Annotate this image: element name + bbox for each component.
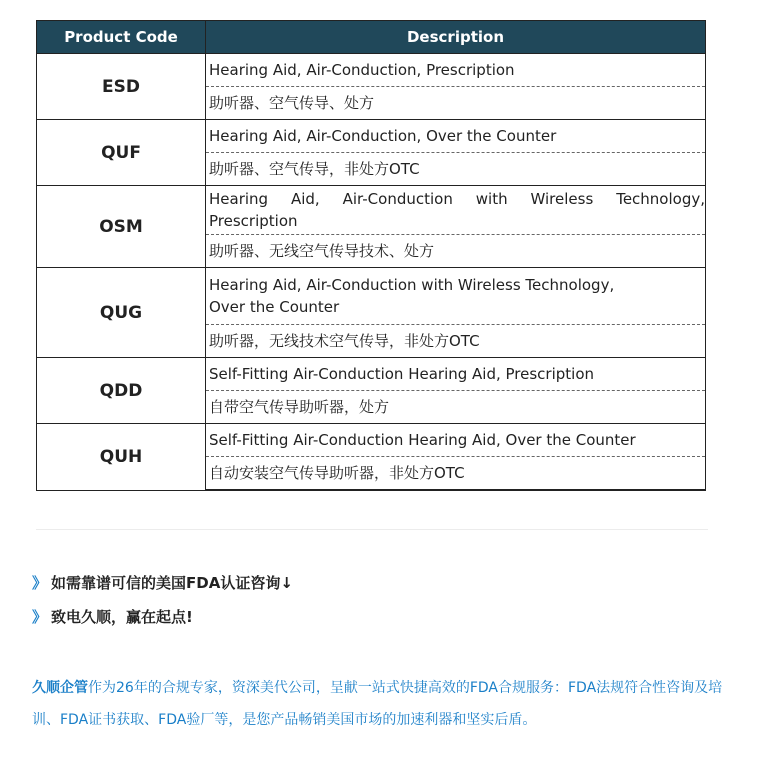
product-code-table xyxy=(36,20,706,491)
description-en: Hearing Aid, Air-Conduction, Prescription xyxy=(206,54,706,87)
product-code-cell: QUF xyxy=(37,120,206,186)
product-code-cell: ESD xyxy=(37,54,206,120)
description-en-line: Over the Counter xyxy=(209,298,340,316)
company-intro xyxy=(32,672,732,736)
description-zh: 助听器、空气传导、处方 xyxy=(206,87,706,120)
description-zh: 助听器、无线空气传导技术、处方 xyxy=(206,235,706,268)
table-row xyxy=(37,120,706,153)
description-en: Self-Fitting Air-Conduction Hearing Aid, Prescription xyxy=(206,358,706,391)
description-en-line: Prescription xyxy=(209,212,298,230)
product-code-cell: QUH xyxy=(37,424,206,491)
table-row xyxy=(37,358,706,391)
description-en: Hearing Aid, Air-Conduction, Over the Counter xyxy=(206,120,706,153)
brand-name: 久顺企管 xyxy=(32,680,88,696)
description-en xyxy=(206,186,706,235)
table-row xyxy=(37,186,706,235)
header-product-code: Product Code xyxy=(37,21,206,54)
cta-call-text: 致电久顺，赢在起点! xyxy=(51,608,193,626)
header-description: Description xyxy=(206,21,706,54)
description-en xyxy=(206,268,706,325)
chevron-icon: 》 xyxy=(32,574,48,592)
chevron-icon: 》 xyxy=(32,608,48,626)
product-code-cell: QDD xyxy=(37,358,206,424)
table-row xyxy=(37,268,706,325)
section-divider xyxy=(36,529,708,530)
description-zh: 自动安装空气传导助听器，非处方OTC xyxy=(206,457,706,491)
description-en-line: Hearing Aid, Air-Conduction with Wireless Technology, xyxy=(209,276,615,294)
description-en-line: Hearing Aid, Air-Conduction with Wireless Technology, xyxy=(209,190,705,208)
cta-consult-line xyxy=(32,572,293,593)
description-zh: 自带空气传导助听器，处方 xyxy=(206,391,706,424)
cta-consult-text: 如需靠谱可信的美国FDA认证咨询↓ xyxy=(51,574,293,592)
product-code-cell: QUG xyxy=(37,268,206,358)
intro-text: 作为26年的合规专家，资深美代公司，呈献一站式快捷高效的FDA合规服务：FDA法规符合性咨询及培训、FDA证书获取、FDA验厂等，是您产品畅销美国市场的加速利器和坚实后盾。 xyxy=(32,680,723,728)
description-zh: 助听器、空气传导，非处方OTC xyxy=(206,153,706,186)
table-row xyxy=(37,54,706,87)
description-zh: 助听器，无线技术空气传导，非处方OTC xyxy=(206,325,706,358)
cta-call-line xyxy=(32,606,193,627)
description-en: Self-Fitting Air-Conduction Hearing Aid, Over the Counter xyxy=(206,424,706,457)
table-header-row xyxy=(37,21,706,54)
product-code-cell: OSM xyxy=(37,186,206,268)
table-row xyxy=(37,424,706,457)
